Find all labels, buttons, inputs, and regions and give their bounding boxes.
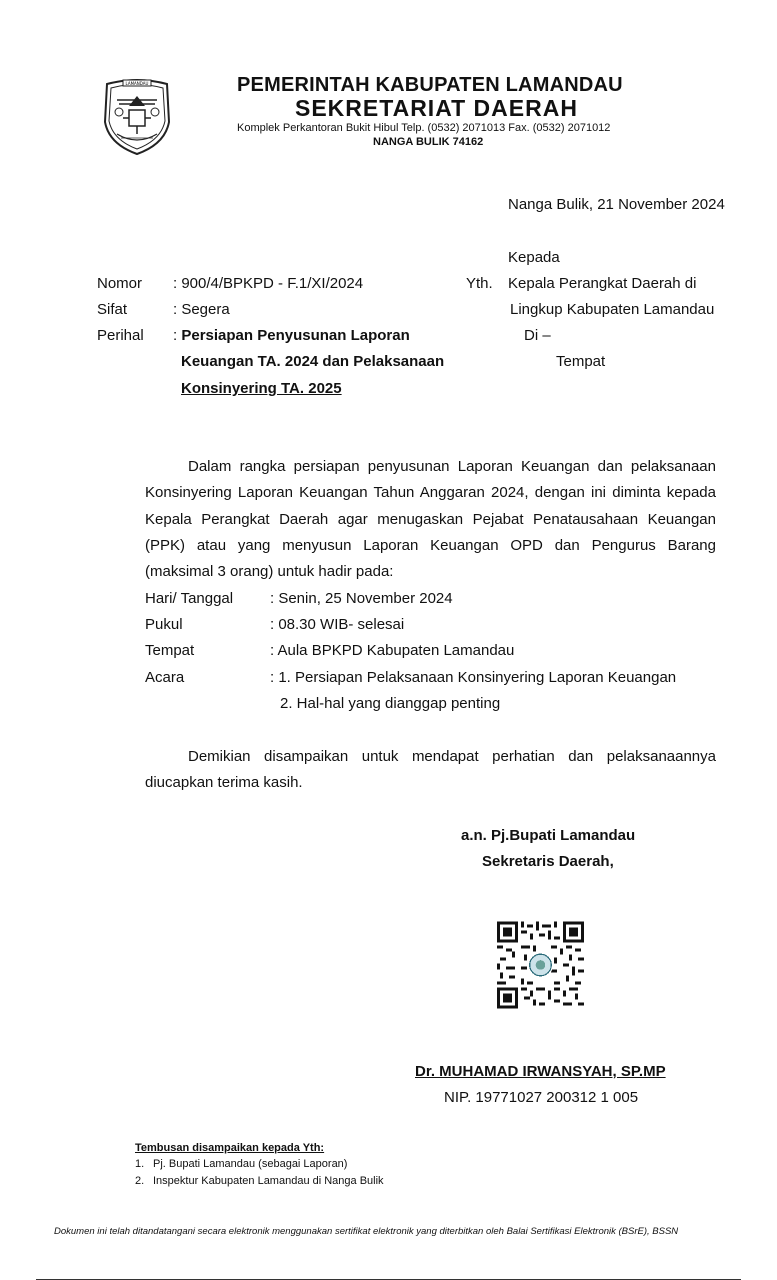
recipient-yth: Yth.	[466, 275, 493, 292]
sifat-value: : Segera	[173, 301, 230, 318]
tembusan-item-2-num: 2.	[135, 1175, 145, 1187]
schedule-label-date: Hari/ Tanggal	[145, 590, 234, 607]
body-p1-line4: (PPK) atau yang menyusun Laporan Keuangan OPD dan Pengurus Barang	[145, 537, 716, 554]
letterhead-government: PEMERINTAH KABUPATEN LAMANDAU	[237, 74, 623, 96]
tembusan-item-1-num: 1.	[135, 1158, 145, 1170]
recipient-line2: Lingkup Kabupaten Lamandau	[510, 301, 715, 318]
closing-line1: Demikian disampaikan untuk mendapat perhatian dan pelaksanaannya	[188, 748, 716, 765]
sifat-label: Sifat	[97, 301, 128, 318]
perihal-value	[173, 327, 410, 344]
schedule-label-place: Tempat	[145, 642, 195, 659]
schedule-value-place: : Aula BPKPD Kabupaten Lamandau	[270, 642, 515, 659]
qr-code-icon	[497, 921, 584, 1009]
nomor-value: : 900/4/BPKPD - F.1/XI/2024	[173, 275, 364, 292]
recipient-kepada: Kepada	[508, 249, 560, 266]
letterhead-city-postal: NANGA BULIK 74162	[373, 136, 484, 148]
nomor-label: Nomor	[97, 275, 143, 292]
svg-text:LAMANDAU: LAMANDAU	[125, 81, 149, 86]
tembusan-item-1: Pj. Bupati Lamandau (sebagai Laporan)	[153, 1158, 348, 1170]
recipient-tempat: Tempat	[556, 353, 606, 370]
tembusan-item-2: Inspektur Kabupaten Lamandau di Nanga Bulik	[153, 1175, 384, 1187]
signature-name: Dr. MUHAMAD IRWANSYAH, SP.MP	[415, 1063, 666, 1080]
perihal-label: Perihal	[97, 327, 144, 344]
schedule-value-date: : Senin, 25 November 2024	[270, 590, 453, 607]
lamandau-regency-seal-icon	[99, 74, 175, 156]
perihal-line3: Konsinyering TA. 2025	[181, 380, 342, 397]
letterhead-office: SEKRETARIAT DAERAH	[295, 95, 578, 121]
tembusan-title: Tembusan disampaikan kepada Yth:	[135, 1142, 325, 1154]
signature-on-behalf: a.n. Pj.Bupati Lamandau	[461, 827, 636, 844]
letterhead-address: Komplek Perkantoran Bukit Hibul Telp. (0532) 2071013 Fax. (0532) 2071012	[237, 122, 611, 134]
body-p1-line5: (maksimal 3 orang) untuk hadir pada:	[145, 563, 394, 580]
body-p1-line2: Konsinyering Laporan Keuangan Tahun Anggaran 2024, dengan ini diminta kepada	[145, 484, 716, 501]
recipient-line1: Kepala Perangkat Daerah di	[508, 275, 697, 292]
schedule-label-time: Pukul	[145, 616, 183, 633]
perihal-line2: Keuangan TA. 2024 dan Pelaksanaan	[181, 353, 445, 370]
schedule-agenda-item2: 2. Hal-hal yang dianggap penting	[280, 695, 501, 712]
body-p1-line1: Dalam rangka persiapan penyusunan Laporan Keuangan dan pelaksanaan	[188, 458, 716, 475]
letter-date: Nanga Bulik, 21 November 2024	[508, 196, 725, 213]
closing-line2: diucapkan terima kasih.	[145, 774, 303, 791]
electronic-signature-note: Dokumen ini telah ditandatangani secara elektronik menggunakan sertifikat elektronik yang diterbitkan oleh Balai Sertifikasi Elektronik (BSrE), BSSN	[54, 1226, 679, 1237]
schedule-value-agenda: : 1. Persiapan Pelaksanaan Konsinyering Laporan Keuangan	[270, 669, 677, 686]
recipient-di: Di –	[524, 327, 551, 344]
schedule-label-agenda: Acara	[145, 669, 185, 686]
signature-nip: NIP. 19771027 200312 1 005	[444, 1089, 639, 1106]
perihal-line1: Persiapan Penyusunan Laporan	[181, 327, 410, 344]
schedule-value-time: : 08.30 WIB- selesai	[270, 616, 405, 633]
signature-position: Sekretaris Daerah,	[482, 853, 614, 870]
body-p1-line3: Kepala Perangkat Daerah agar menugaskan Pejabat Penatausahaan Keuangan	[145, 511, 716, 528]
perihal-colon: :	[173, 327, 182, 344]
